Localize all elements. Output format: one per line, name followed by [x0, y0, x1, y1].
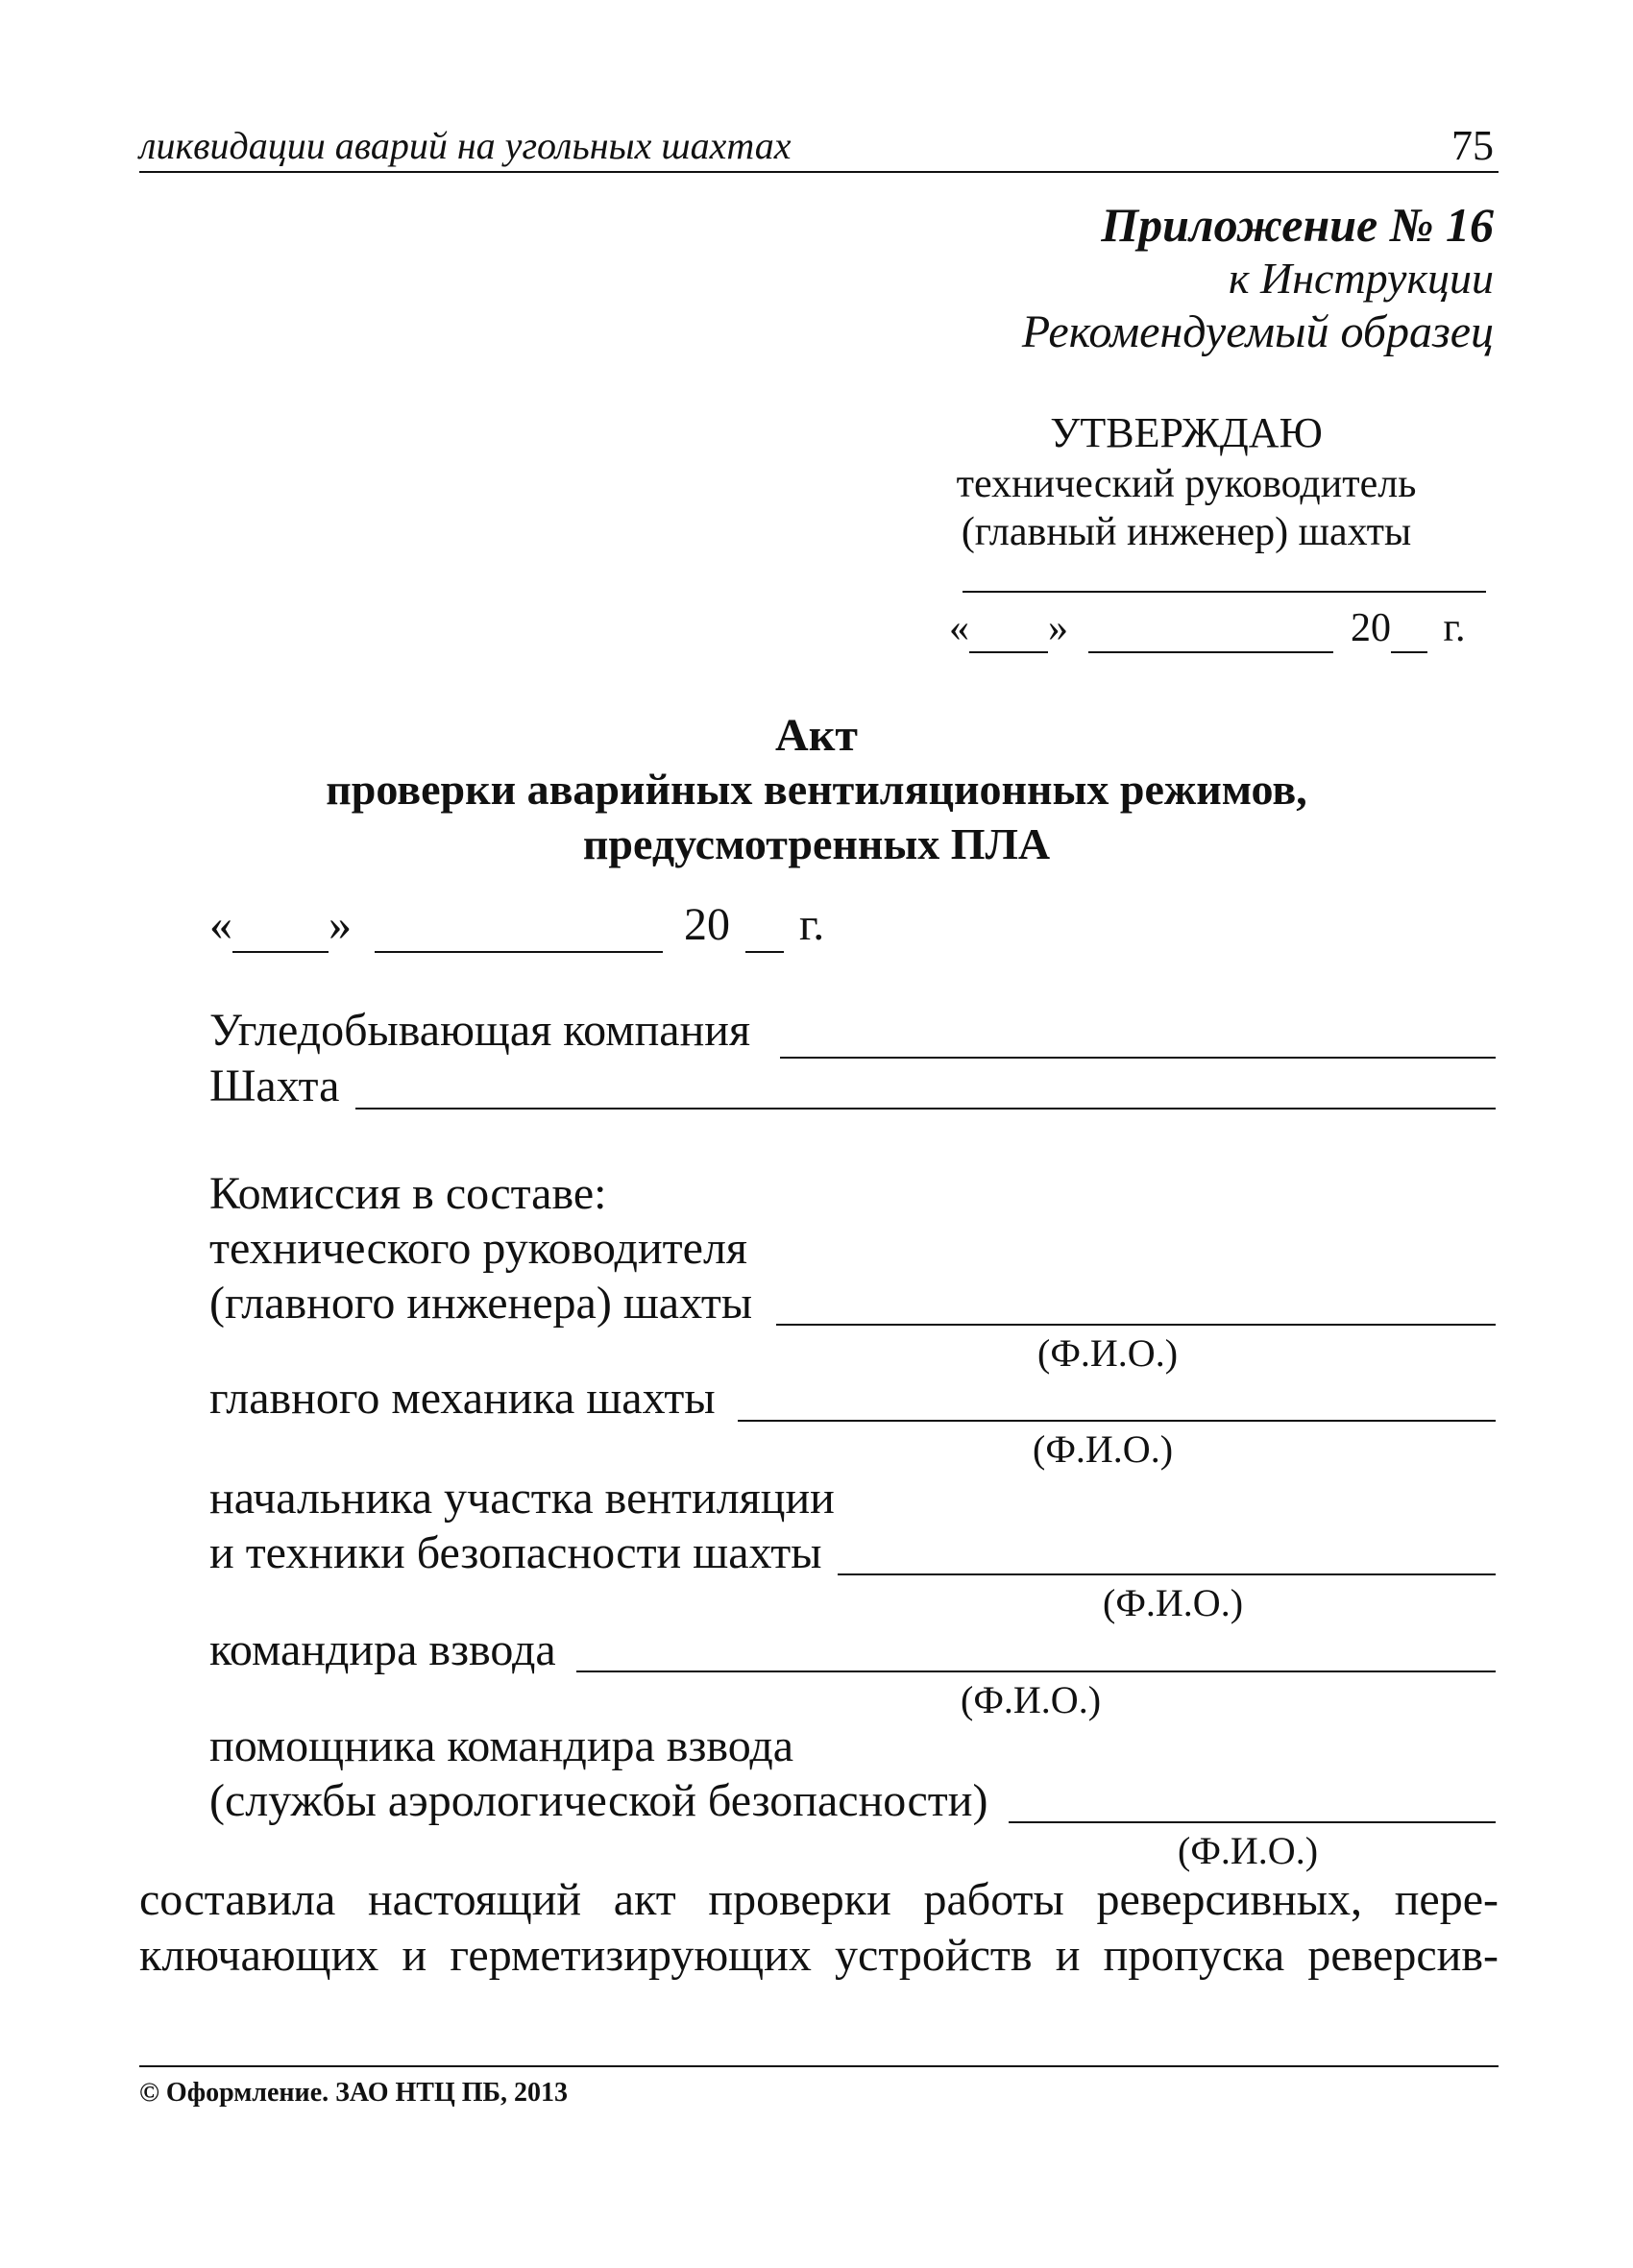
vent-head-line2: и техники безопасности шахты	[209, 1527, 822, 1578]
tech-head-line2: (главного инженера) шахты	[209, 1278, 753, 1329]
asst-commander-line2: (службы аэрологической безопасности)	[209, 1775, 988, 1826]
copyright: © Оформление. ЗАО НТЦ ПБ, 2013	[139, 2078, 569, 2108]
company-field-line	[780, 1057, 1496, 1059]
page-number: 75	[1451, 122, 1494, 169]
tech-head-fio-line	[776, 1324, 1496, 1326]
approval-position-line2: (главный инженер) шахты	[961, 510, 1412, 554]
quote-open: «	[949, 606, 969, 650]
act-date	[209, 898, 824, 953]
year-blank	[745, 898, 784, 953]
month-blank	[1088, 605, 1333, 653]
fio-hint: (Ф.И.О.)	[1178, 1829, 1319, 1872]
mine-label: Шахта	[209, 1061, 340, 1111]
body-line1: составила настоящий акт проверки работы реверсивных, пере-	[139, 1874, 1499, 1925]
signature-line	[963, 591, 1486, 593]
approval-title: УТВЕРЖДАЮ	[1050, 409, 1323, 456]
vent-head-fio-line	[838, 1573, 1496, 1575]
approval-position-line1: технический руководитель	[956, 462, 1417, 506]
asst-commander-fio-line	[1009, 1821, 1496, 1823]
year-prefix: 20	[1351, 606, 1391, 650]
fio-hint: (Ф.И.О.)	[961, 1678, 1102, 1721]
doc-title-line3: предусмотренных ПЛА	[582, 819, 1051, 868]
footer-rule	[139, 2065, 1499, 2067]
vent-head-line1: начальника участка вентиляции	[209, 1473, 835, 1524]
company-label: Угледобывающая компания	[209, 1005, 751, 1056]
appendix-ref: к Инструкции	[1228, 254, 1494, 303]
approval-date	[949, 605, 1466, 653]
chief-mechanic-label: главного механика шахты	[209, 1373, 716, 1424]
year-prefix: 20	[684, 899, 730, 950]
quote-close: »	[1048, 606, 1068, 650]
header-rule	[139, 171, 1499, 173]
fio-hint: (Ф.И.О.)	[1033, 1427, 1174, 1471]
day-blank	[232, 898, 329, 953]
fio-hint: (Ф.И.О.)	[1037, 1331, 1179, 1375]
month-blank	[375, 898, 663, 953]
asst-commander-line1: помощника командира взвода	[209, 1720, 794, 1771]
fio-hint: (Ф.И.О.)	[1103, 1581, 1244, 1624]
running-title: ликвидации аварий на угольных шахтах	[139, 124, 792, 167]
appendix-label: Приложение № 16	[1101, 198, 1494, 252]
platoon-commander-fio-line	[576, 1671, 1496, 1672]
year-suffix: г.	[799, 899, 825, 950]
mine-field-line	[355, 1108, 1496, 1110]
year-suffix: г.	[1443, 606, 1466, 650]
quote-open: «	[209, 899, 232, 950]
doc-title: Акт	[775, 710, 858, 761]
day-blank	[969, 605, 1048, 653]
chief-mechanic-fio-line	[738, 1420, 1496, 1422]
sample-label: Рекомендуемый образец	[1021, 306, 1494, 357]
doc-title-line2: проверки аварийных вентиляционных режимов,	[326, 765, 1307, 814]
body-line2: ключающих и герметизирующих устройств и пропуска реверсив-	[139, 1930, 1499, 1981]
tech-head-line1: технического руководителя	[209, 1223, 747, 1274]
platoon-commander-label: командира взвода	[209, 1624, 556, 1675]
commission-label: Комиссия в составе:	[209, 1168, 607, 1219]
quote-close: »	[329, 899, 352, 950]
year-blank	[1391, 605, 1427, 653]
